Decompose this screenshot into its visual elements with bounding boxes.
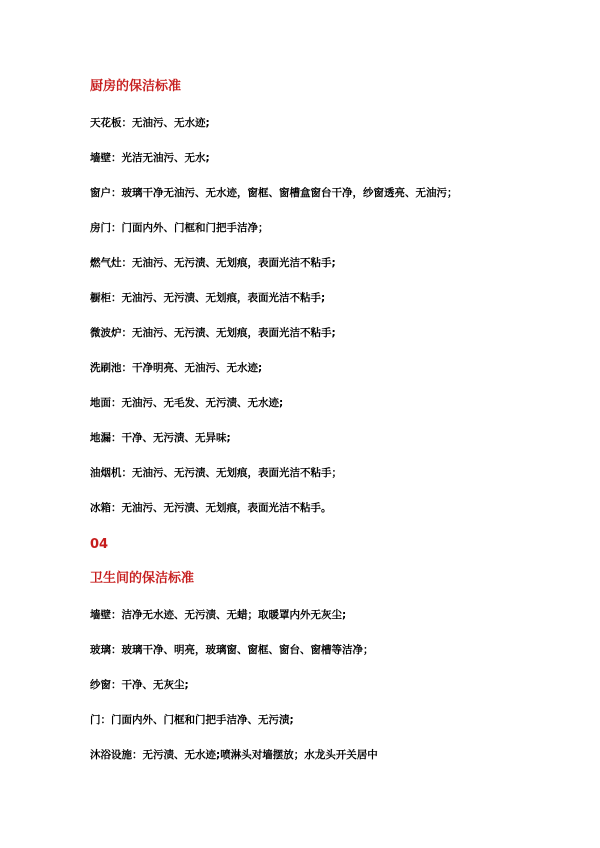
section-number: 04 <box>90 537 109 552</box>
kitchen-item-cabinet: 橱柜：无油污、无污渍、无划痕，表面光洁不粘手; <box>90 292 326 304</box>
kitchen-item-wall: 墙壁：光洁无油污、无水; <box>90 152 210 164</box>
kitchen-section-title: 厨房的保洁标准 <box>90 79 182 94</box>
kitchen-item-floor: 地面：无油污、无毛发、无污渍、无水迹; <box>90 397 284 409</box>
kitchen-item-range-hood: 油烟机：无油污、无污渍、无划痕，表面光洁不粘手； <box>90 467 342 479</box>
bathroom-item-screen: 纱窗：干净、无灰尘; <box>90 679 189 691</box>
kitchen-item-ceiling: 天花板：无油污、无水迹; <box>90 117 210 129</box>
bathroom-section-title: 卫生间的保洁标准 <box>90 571 195 586</box>
kitchen-item-sink: 洗刷池：干净明亮、无油污、无水迹; <box>90 362 263 374</box>
bathroom-item-glass: 玻璃：玻璃干净、明亮，玻璃窗、窗框、窗台、窗槽等洁净； <box>90 644 374 656</box>
bathroom-item-shower: 沐浴设施：无污渍、无水迹;喷淋头对墙摆放；水龙头开关居中 <box>90 749 378 761</box>
kitchen-item-drain: 地漏：干净、无污渍、无异味; <box>90 432 231 444</box>
kitchen-item-door: 房门：门面内外、门框和门把手洁净； <box>90 222 269 234</box>
bathroom-item-wall: 墙壁：洁净无水迹、无污渍、无蜡；取暖罩内外无灰尘; <box>90 609 347 621</box>
bathroom-item-door: 门：门面内外、门框和门把手洁净、无污渍; <box>90 714 294 726</box>
kitchen-item-fridge: 冰箱：无油污、无污渍、无划痕，表面光洁不粘手。 <box>90 502 332 514</box>
kitchen-item-stove: 燃气灶：无油污、无污渍、无划痕，表面光洁不粘手; <box>90 257 336 269</box>
kitchen-item-microwave: 微波炉：无油污、无污渍、无划痕，表面光洁不粘手; <box>90 327 336 339</box>
kitchen-item-window: 窗户：玻璃干净无油污、无水迹，窗框、窗槽盒窗台干净，纱窗透亮、无油污； <box>90 187 458 199</box>
